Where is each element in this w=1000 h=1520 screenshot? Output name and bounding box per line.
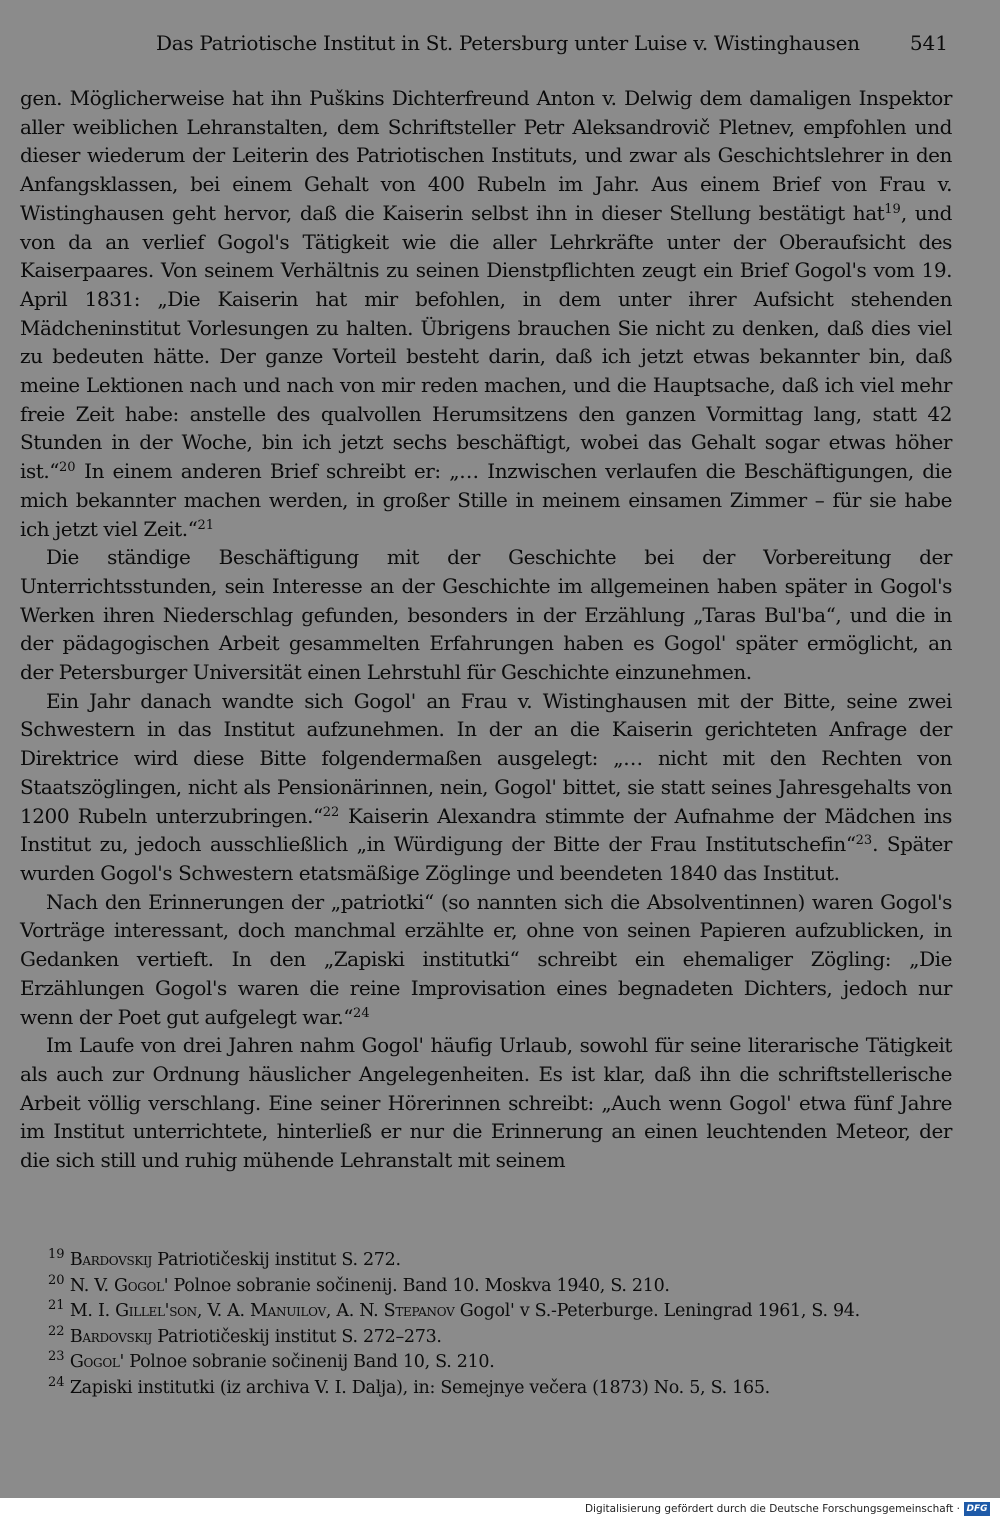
footnote-reference: 23 <box>855 833 873 849</box>
footnote-reference: 21 <box>197 517 214 533</box>
paragraph <box>20 84 952 543</box>
paragraph <box>20 1031 952 1175</box>
footnote <box>20 1325 952 1351</box>
footnotes <box>20 1248 952 1401</box>
footnote-text: Polnoe sobranie sočinenij. Band 10. Moskva 1940, S. 210. <box>168 1275 670 1296</box>
footnote-number: 23 <box>48 1349 65 1364</box>
footnote <box>20 1376 952 1402</box>
text-run: Die ständige Beschäftigung mit der Geschichte bei der Vorbereitung der Unterrichtsstunden, sein Interesse an der Geschichte im allgemeinen haben später in Gogol's Werken ihren Niederschlag gefunden, besonders in der Erzählung „Taras Bul'ba“, und die in der pädagogischen Arbeit gesammelten Erfahrungen haben es Gogol' später ermöglicht, an der Petersburger Universität einen Lehrstuhl für Geschichte einzunehmen. <box>20 545 952 685</box>
footnote-reference: 19 <box>884 201 901 217</box>
footnote-text: Patriotičeskij institut S. 272. <box>152 1250 401 1270</box>
footnote-author: N. V. Gogol' <box>69 1275 169 1296</box>
text-run: Kaiserin Alexandra stimmte der Aufnahme der Mädchen ins Institut zu, jedoch ausschließlich „in Würdigung der Bitte der Frau Institutschefin“ <box>20 803 952 857</box>
text-run: Ein Jahr danach wandte sich Gogol' an Frau v. Wistinghausen mit der Bitte, seine zwei Schwestern in das Institut aufzunehmen. In der an die Kaiserin gerichteten Anfrage der Direktrice wird diese Bitte folgendermaßen ausgelegt: „… nicht mit den Rechten von Staatszöglingen, nicht als Pensionärinnen, nein, Gogol' bittet, sie statt seines Jahresgehalts von 1200 Rubeln unterzubringen.“ <box>20 688 952 828</box>
text-run: Nach den Erinnerungen der „patriotki“ (so nannten sich die Absolventinnen) waren Gogol's Vorträge interessant, doch manchmal erzählte er, ohne von seinen Papieren aufzublicken, in Gedanken vertieft. In den „Zapiski institutki“ schreibt ein ehemaliger Zögling: „Die Erzählungen Gogol's waren die reine Improvisation eines begnadeten Dichters, jedoch nur wenn der Poet gut aufgelegt war.“ <box>20 889 952 1029</box>
footnote-text: Polnoe sobranie sočinenij Band 10, S. 210. <box>124 1352 495 1372</box>
dfg-logo-icon: DFG <box>964 1502 990 1516</box>
footnote <box>20 1248 952 1274</box>
text-run: . Später wurden Gogol's Schwestern etatsmäßige Zöglinge und beendeten 1840 das Institut. <box>20 832 952 885</box>
scan-footer <box>0 1498 1000 1520</box>
footnote-number: 24 <box>48 1374 65 1390</box>
funding-credit: Digitalisierung gefördert durch die Deutsche Forschungsgemeinschaft · <box>584 1503 960 1515</box>
footnote-author: Bardovskij <box>69 1250 153 1270</box>
footnote-reference: 20 <box>59 460 76 476</box>
footnote <box>20 1274 952 1300</box>
text-run: Im Laufe von drei Jahren nahm Gogol' häufig Urlaub, sowohl für seine literarische Tätigkeit als auch zur Ordnung häuslicher Angelegenheiten. Es ist klar, daß ihn die schriftstellerische Arbeit völlig verschlang. Eine seiner Hörerinnen schreibt: „Auch wenn Gogol' etwa fünf Jahre im Institut unterrichtete, hinterließ er nur die Erinnerung an einen leuchtenden Meteor, der die sich still und ruhig mühende Lehranstalt mit seinem <box>20 1033 952 1173</box>
footnote <box>20 1299 952 1325</box>
footnote-number: 19 <box>48 1247 65 1262</box>
page-number: 541 <box>909 31 948 55</box>
paragraph <box>20 687 952 888</box>
paragraph <box>20 543 952 687</box>
footnote-author: Gogol' <box>69 1352 125 1372</box>
text-run: gen. Möglicherweise hat ihn Puškins Dichterfreund Anton v. Delwig dem damaligen Inspektor aller weiblichen Lehranstalten, dem Schriftsteller Petr Aleksandrovič Pletnev, empfohlen und dieser wiederum der Leiterin des Patriotischen Instituts, und zwar als Geschichtslehrer in den Anfangsklassen, bei einem Gehalt von 400 Rubeln im Jahr. Aus einem Brief von Frau v. Wistinghausen geht hervor, daß die Kaiserin selbst ihn in dieser Stellung bestätigt hat <box>20 86 952 225</box>
body-text <box>20 84 952 1175</box>
footnote-reference: 24 <box>353 1005 370 1021</box>
footnote-author: Bardovskij <box>69 1326 153 1347</box>
running-header <box>0 28 1000 58</box>
text-run: In einem anderen Brief schreibt er: „… Inzwischen verlaufen die Beschäftigungen, die mich bekannter machen werden, in großer Stille in meinem einsamen Zimmer – für sie habe ich jetzt viel Zeit.“ <box>20 459 952 541</box>
footnote-author: M. I. Gillel'son, V. A. Manuilov, A. N. Stepanov <box>69 1301 455 1321</box>
footnote-reference: 22 <box>322 804 340 820</box>
paragraph <box>20 888 952 1032</box>
running-title: Das Patriotische Institut in St. Petersburg unter Luise v. Wistinghausen <box>156 31 860 55</box>
footnote-text: Patriotičeskij institut S. 272–273. <box>152 1326 442 1347</box>
footnote-number: 22 <box>48 1323 65 1339</box>
text-run: , und von da an verlief Gogol's Tätigkeit wie die aller Lehrkräfte unter der Oberaufsicht des Kaiserpaares. Von seinem Verhältnis zu seinen Dienstpflichten zeugt ein Brief Gogol's vom 19. April 1831: „Die Kaiserin hat mir befohlen, in dem unter ihrer Aufsicht stehenden Mädcheninstitut Vorlesungen zu halten. Übrigens brauchen Sie nicht zu denken, daß dies viel zu bedeuten hätte. Der ganze Vorteil besteht darin, daß ich jetzt etwas bekannter bin, daß meine Lektionen nach und nach von mir reden machen, und die Hauptsache, daß ich viel mehr freie Zeit habe: anstelle des qualvollen Herumsitzens den ganzen Vormittag lang, statt 42 Stunden in der Woche, bin ich jetzt sechs beschäftigt, wobei das Gehalt sogar etwas höher ist.“ <box>20 200 952 484</box>
footnote-number: 21 <box>48 1298 65 1313</box>
footnote-number: 20 <box>48 1272 65 1288</box>
footnote-text: Gogol' v S.-Peterburge. Leningrad 1961, S. 94. <box>454 1301 860 1321</box>
footnote-text: Zapiski institutki (iz archiva V. I. Dalja), in: Semejnye večera (1873) No. 5, S. 165. <box>69 1377 770 1398</box>
footnote <box>20 1350 952 1376</box>
